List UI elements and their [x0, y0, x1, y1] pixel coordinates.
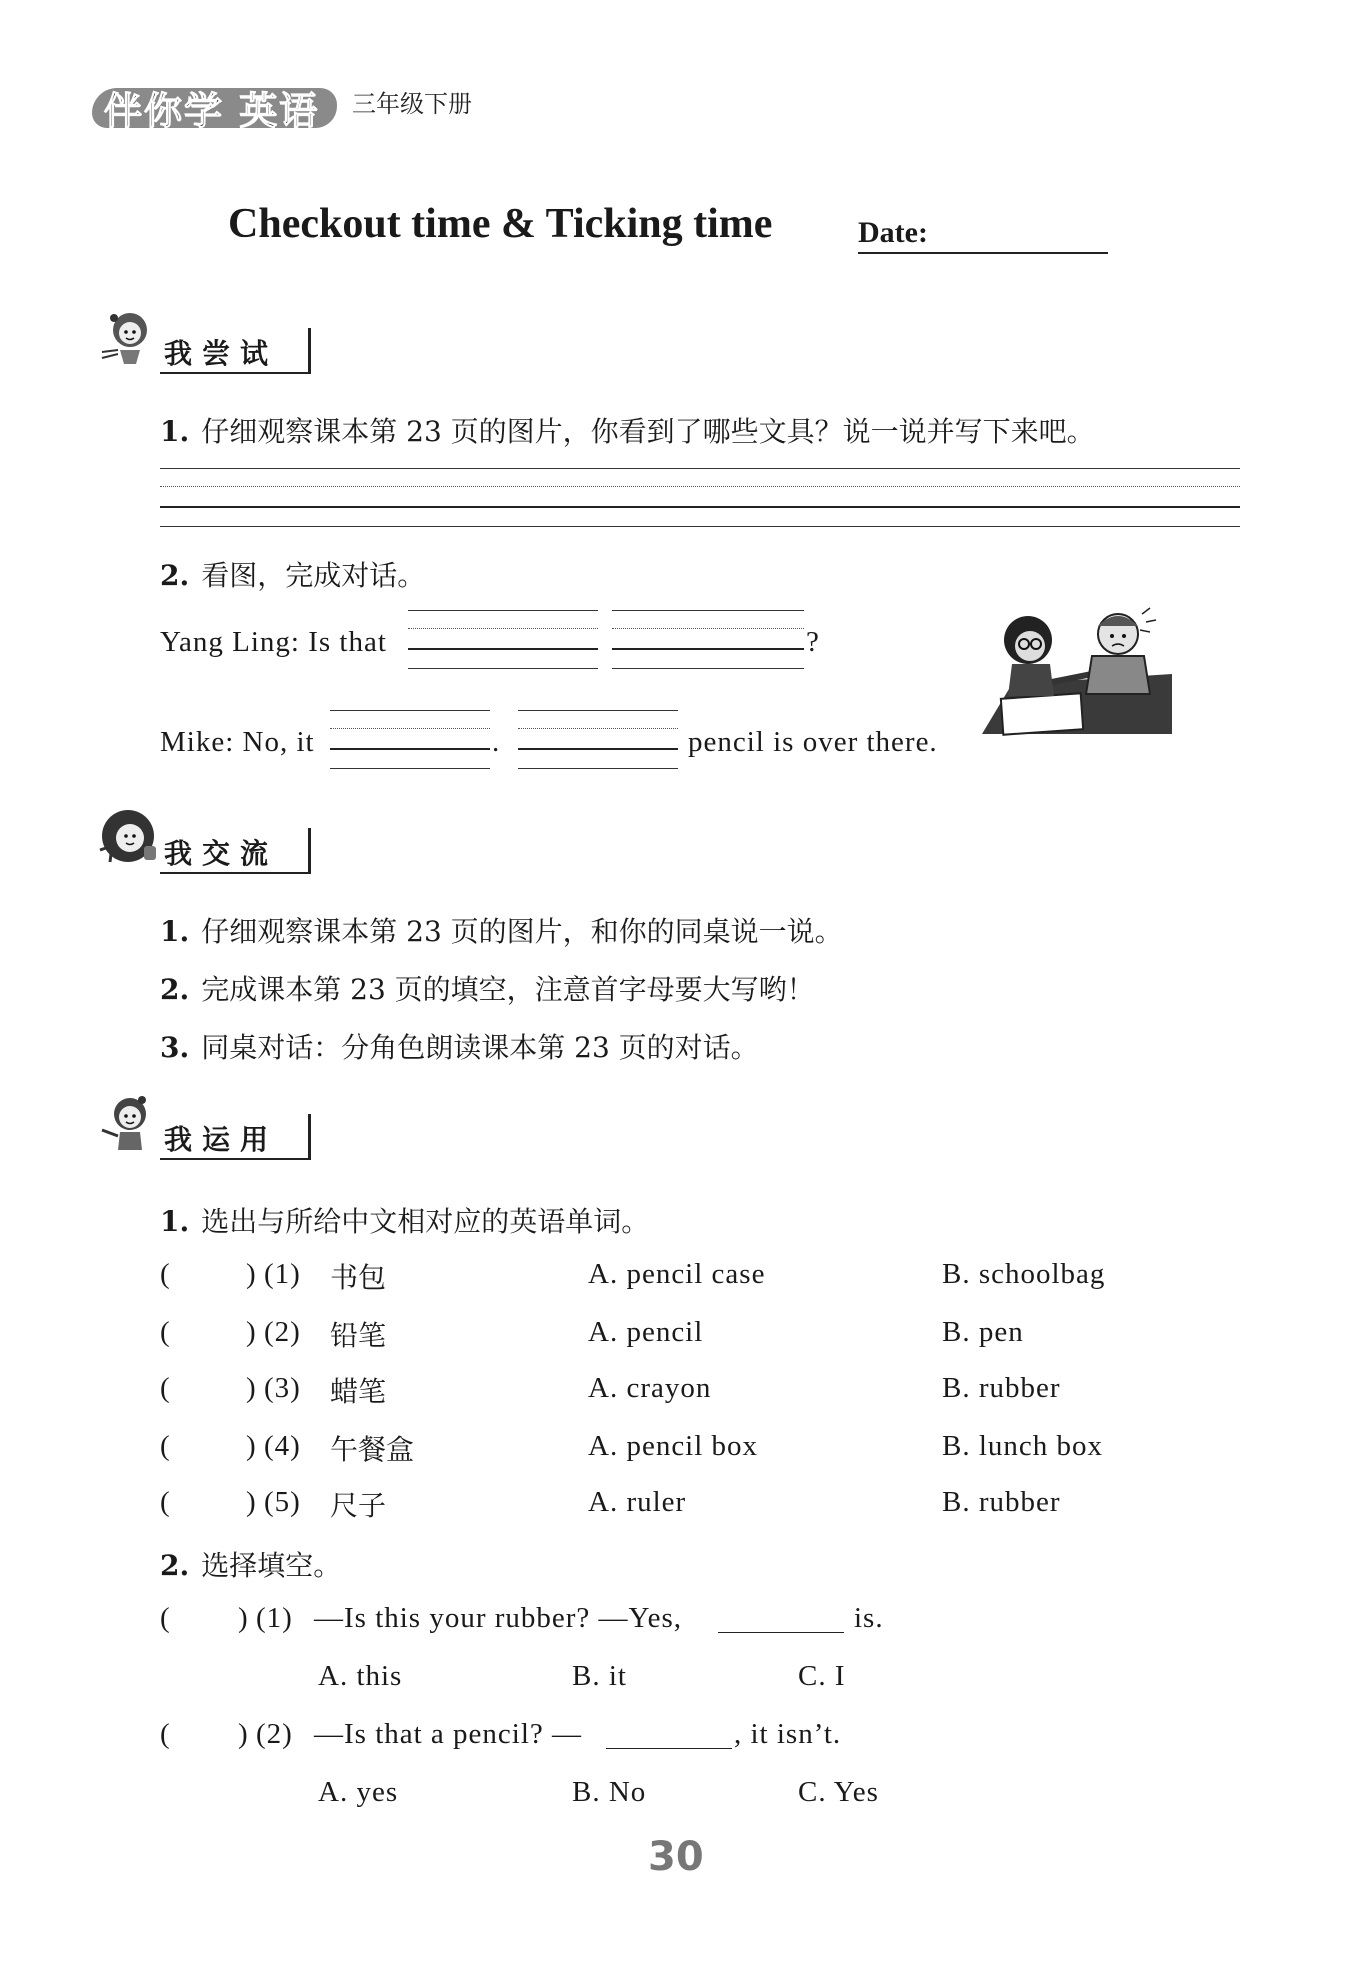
try-question-1: [160, 410, 1095, 450]
item-text: 完成课本第 23 页的填空，注意首字母要大写哟！: [201, 973, 815, 1006]
option-c[interactable]: C. I: [798, 1660, 846, 1692]
question-text: 选出与所给中文相对应的英语单词。: [201, 1205, 650, 1238]
section-divider: [308, 328, 311, 374]
answer-paren-close: ): [246, 1258, 257, 1290]
item-index: (5): [264, 1486, 301, 1518]
item-number: 3.: [160, 1031, 190, 1064]
answer-grid-3[interactable]: [330, 710, 490, 770]
talk-item-1: [160, 910, 843, 950]
question-stem: —Is that a pencil? —: [314, 1718, 583, 1750]
grade-label: 三年级下册: [352, 90, 472, 118]
answer-grid-4[interactable]: [518, 710, 678, 770]
item-index: (2): [256, 1718, 293, 1750]
section-divider: [308, 828, 311, 874]
date-label: Date:: [858, 216, 928, 249]
question-number: 1.: [160, 1205, 190, 1238]
option-a[interactable]: A. this: [318, 1660, 403, 1692]
page-title: Checkout time & Ticking time: [228, 201, 773, 247]
answer-paren-close: ): [238, 1718, 249, 1750]
chinese-word: 尺子: [330, 1489, 387, 1522]
question-number: 2.: [160, 1549, 190, 1582]
writing-grid[interactable]: [160, 468, 1240, 528]
question-stem: —Is this your rubber? —Yes,: [314, 1602, 683, 1634]
option-b[interactable]: B. it: [572, 1660, 627, 1692]
section-header-use: [96, 1092, 336, 1162]
answer-grid-1[interactable]: [408, 610, 598, 670]
section-divider: [308, 1114, 311, 1160]
talk-item-2: [160, 968, 815, 1008]
answer-paren-open[interactable]: (: [160, 1258, 171, 1290]
question-text: 仔细观察课本第 23 页的图片，你看到了哪些文具？说一说并写下来吧。: [201, 415, 1095, 448]
kids-at-desk-illustration: [972, 604, 1174, 736]
question-number: 2.: [160, 559, 190, 592]
answer-paren-open[interactable]: (: [160, 1602, 171, 1634]
girl-pointing-mascot-icon: [96, 1092, 160, 1156]
question-text: 看图，完成对话。: [201, 559, 426, 592]
chinese-word: 铅笔: [330, 1319, 387, 1352]
option-a[interactable]: A. ruler: [588, 1486, 687, 1518]
section-label-talk: 我交流: [164, 837, 279, 870]
fill-blank[interactable]: [606, 1748, 732, 1749]
boy-mascot-icon: [96, 806, 160, 870]
section-underline: [160, 1158, 310, 1160]
item-index: (1): [264, 1258, 301, 1290]
talk-item-3: [160, 1026, 759, 1066]
answer-paren-close: ): [246, 1486, 257, 1518]
chinese-word: 书包: [330, 1261, 387, 1294]
item-number: 1.: [160, 915, 190, 948]
answer-paren-open[interactable]: (: [160, 1316, 171, 1348]
option-c[interactable]: C. Yes: [798, 1776, 879, 1808]
answer-paren-open[interactable]: (: [160, 1718, 171, 1750]
option-b[interactable]: B. rubber: [942, 1372, 1061, 1404]
period-mark: .: [492, 726, 501, 758]
answer-paren-open[interactable]: (: [160, 1486, 171, 1518]
section-underline: [160, 372, 310, 374]
question-number: 1.: [160, 415, 190, 448]
option-a[interactable]: A. pencil case: [588, 1258, 766, 1290]
answer-paren-close: ): [246, 1316, 257, 1348]
option-b[interactable]: B. No: [572, 1776, 647, 1808]
date-blank-line[interactable]: [858, 252, 1108, 254]
dialogue-mike: Mike: No, it: [160, 726, 315, 758]
fill-blank[interactable]: [718, 1632, 844, 1633]
item-index: (3): [264, 1372, 301, 1404]
question-stem-end: , it isn’t.: [734, 1718, 842, 1750]
dialogue-yang-ling: Yang Ling: Is that: [160, 626, 387, 658]
use-question-1: [160, 1200, 649, 1240]
item-number: 2.: [160, 973, 190, 1006]
try-question-2: [160, 554, 425, 594]
page-number: 30: [648, 1834, 704, 1880]
section-header-try: [96, 306, 336, 376]
chinese-word: 午餐盒: [330, 1433, 415, 1466]
option-b[interactable]: B. pen: [942, 1316, 1024, 1348]
section-underline: [160, 872, 310, 874]
section-label-try: 我尝试: [164, 337, 279, 370]
brand-logo: [92, 78, 342, 132]
answer-paren-open[interactable]: (: [160, 1372, 171, 1404]
section-label-use: 我运用: [164, 1123, 279, 1156]
answer-paren-open[interactable]: (: [160, 1430, 171, 1462]
item-index: (1): [256, 1602, 293, 1634]
item-index: (2): [264, 1316, 301, 1348]
answer-paren-close: ): [246, 1430, 257, 1462]
chinese-word: 蜡笔: [330, 1375, 387, 1408]
girl-mascot-icon: [96, 306, 160, 370]
answer-paren-close: ): [238, 1602, 249, 1634]
section-header-talk: [96, 806, 336, 876]
item-text: 同桌对话：分角色朗读课本第 23 页的对话。: [201, 1031, 759, 1064]
option-a[interactable]: A. pencil box: [588, 1430, 759, 1462]
option-b[interactable]: B. rubber: [942, 1486, 1061, 1518]
option-b[interactable]: B. lunch box: [942, 1430, 1104, 1462]
question-mark: ?: [806, 626, 820, 658]
dialogue-mike-end: pencil is over there.: [688, 726, 938, 758]
use-question-2: [160, 1544, 341, 1584]
option-a[interactable]: A. crayon: [588, 1372, 712, 1404]
item-text: 仔细观察课本第 23 页的图片，和你的同桌说一说。: [201, 915, 843, 948]
answer-paren-close: ): [246, 1372, 257, 1404]
option-b[interactable]: B. schoolbag: [942, 1258, 1106, 1290]
option-a[interactable]: A. yes: [318, 1776, 399, 1808]
brand-title: 伴你学 英语: [104, 89, 320, 133]
item-index: (4): [264, 1430, 301, 1462]
answer-grid-2[interactable]: [612, 610, 804, 670]
question-text: 选择填空。: [201, 1549, 342, 1582]
question-stem-end: is.: [854, 1602, 884, 1634]
option-a[interactable]: A. pencil: [588, 1316, 704, 1348]
